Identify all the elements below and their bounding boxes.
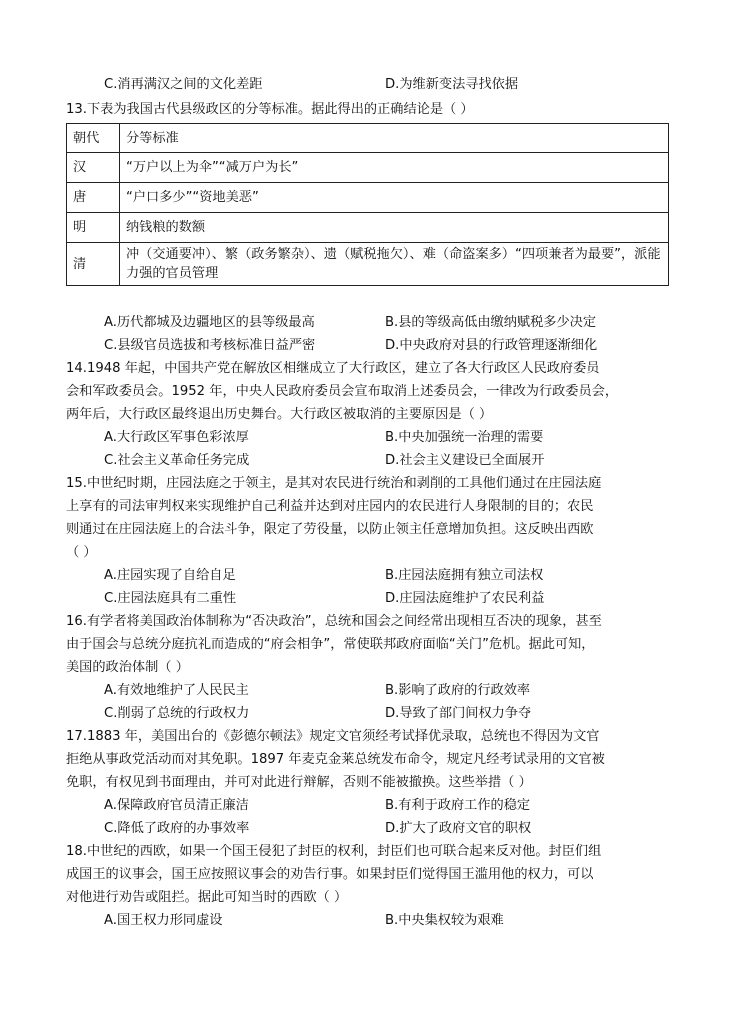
q14-stem-line: 14.1948 年起，中国共产党在解放区相继成立了大行政区，建立了各大行政区人民政府委员 — [66, 361, 600, 376]
q18-option-a: A.国王权力形同虚设 — [104, 913, 223, 928]
q17-option-c: C.降低了政府的办事效率 — [104, 821, 250, 836]
q13-stem: 13.下表为我国古代县级政区的分等标准。据此得出的正确结论是（ ） — [66, 102, 474, 117]
q18-option-b: B.中央集权较为艰难 — [385, 913, 504, 928]
table-cell-dynasty: 清 — [67, 243, 120, 286]
q15-stem-line: 15.中世纪时期，庄园法庭之于领主，是其对农民进行统治和剥削的工具他们通过在庄园法庭 — [66, 476, 602, 491]
q13-option-c: C.县级官员选拔和考核标准日益严密 — [104, 338, 316, 353]
q13-option-a: A.历代都城及边疆地区的县等级最高 — [104, 315, 315, 330]
q14-option-d: D.社会主义建设已全面展开 — [385, 453, 545, 468]
q13-option-d: D.中央政府对县的行政管理逐渐细化 — [385, 338, 598, 353]
q15-stem-line: 上享有的司法审判权来实现维护自己利益并达到对庄园内的农民进行人身限制的目的；农民 — [66, 499, 594, 514]
q14-option-b: B.中央加强统一治理的需要 — [385, 430, 544, 445]
q15-stem-line: 则通过在庄园法庭上的合法斗争，限定了劳役量，以防止领主任意增加负担。这反映出西欧 — [66, 522, 594, 537]
table-header-criteria: 分等标准 — [120, 124, 669, 153]
table-row — [67, 183, 669, 213]
q15-option-c: C.庄园法庭具有二重性 — [104, 591, 237, 606]
table-cell-criteria: “万户以上为伞”“减万户为长” — [120, 153, 669, 183]
table-cell-criteria: 冲（交通要冲）、繁（政务繁杂）、遗（赋税拖欠）、难（命盗案多）“四项兼者为最要”，派能力强的官员管理 — [120, 243, 669, 286]
q17-option-d: D.扩大了政府文官的职权 — [385, 821, 532, 836]
q16-stem-line: 16.有学者将美国政治体制称为“否决政治”，总统和国会之间经常出现相互否决的现象，甚至 — [66, 614, 602, 629]
q15-option-d: D.庄园法庭维护了农民利益 — [385, 591, 545, 606]
table-row — [67, 213, 669, 243]
table-row — [67, 153, 669, 183]
q14-option-a: A.大行政区军事色彩浓厚 — [104, 430, 249, 445]
q16-stem-line: 由于国会与总统分庭抗礼而造成的“府会相争”，常使联邦政府面临“关门”危机。据此可知， — [66, 637, 595, 652]
q13-table — [66, 123, 669, 286]
table-header-row — [67, 124, 669, 153]
table-cell-criteria: “户口多少”“资地美恶” — [120, 183, 669, 213]
q16-option-b: B.影响了政府的行政效率 — [385, 683, 531, 698]
table-cell-dynasty: 汉 — [67, 153, 120, 183]
q17-option-b: B.有利于政府工作的稳定 — [385, 798, 531, 813]
table-cell-dynasty: 唐 — [67, 183, 120, 213]
q15-option-a: A.庄园实现了自给自足 — [104, 568, 236, 583]
q15-option-b: B.庄园法庭拥有独立司法权 — [385, 568, 544, 583]
table-header-dynasty: 朝代 — [67, 124, 120, 153]
table-row — [67, 243, 669, 286]
q16-option-a: A.有效地维护了人民民主 — [104, 683, 249, 698]
q12-option-d: D.为维新变法寻找依据 — [385, 77, 519, 92]
q14-stem-line: 会和军政委员会。1952 年，中央人民政府委员会宣布取消上述委员会，一律改为行政委员会， — [66, 384, 619, 399]
q15-stem-line: （ ） — [66, 545, 97, 560]
q14-option-c: C.社会主义革命任务完成 — [104, 453, 250, 468]
q17-stem-line: 免职，有权见到书面理由，并可对此进行辩解，否则不能被撤换。这些举措（ ） — [66, 775, 532, 790]
q18-stem-line: 对他进行劝告或阻拦。据此可知当时的西欧（ ） — [66, 890, 348, 905]
q17-stem-line: 17.1883 年，美国出台的《彭德尔顿法》规定文官须经考试择优录取，总统也不得因为文官 — [66, 729, 600, 744]
table-cell-criteria: 纳钱粮的数额 — [120, 213, 669, 243]
q14-stem-line: 两年后，大行政区最终退出历史舞台。大行政区被取消的主要原因是（ ） — [66, 407, 493, 422]
q18-stem-line: 成国王的议事会，国王应按照议事会的劝告行事。如果封臣们觉得国王滥用他的权力，可以 — [66, 867, 594, 882]
table-cell-dynasty: 明 — [67, 213, 120, 243]
q16-option-d: D.导致了部门间权力争夺 — [385, 706, 532, 721]
q12-option-c: C.消再满汉之间的文化差距 — [104, 77, 263, 92]
q17-option-a: A.保障政府官员清正廉洁 — [104, 798, 249, 813]
q16-stem-line: 美国的政治体制（ ） — [66, 660, 189, 675]
q18-stem-line: 18.中世纪的西欧，如果一个国王侵犯了封臣的权利，封臣们也可联合起来反对他。封臣们组 — [66, 844, 602, 859]
q13-option-b: B.县的等级高低由缴纳赋税多少决定 — [385, 315, 597, 330]
q16-option-c: C.削弱了总统的行政权力 — [104, 706, 250, 721]
q17-stem-line: 拒绝从事政党活动而对其免职。1897 年麦克金莱总统发布命令，规定凡经考试录用的文官被 — [66, 752, 605, 767]
